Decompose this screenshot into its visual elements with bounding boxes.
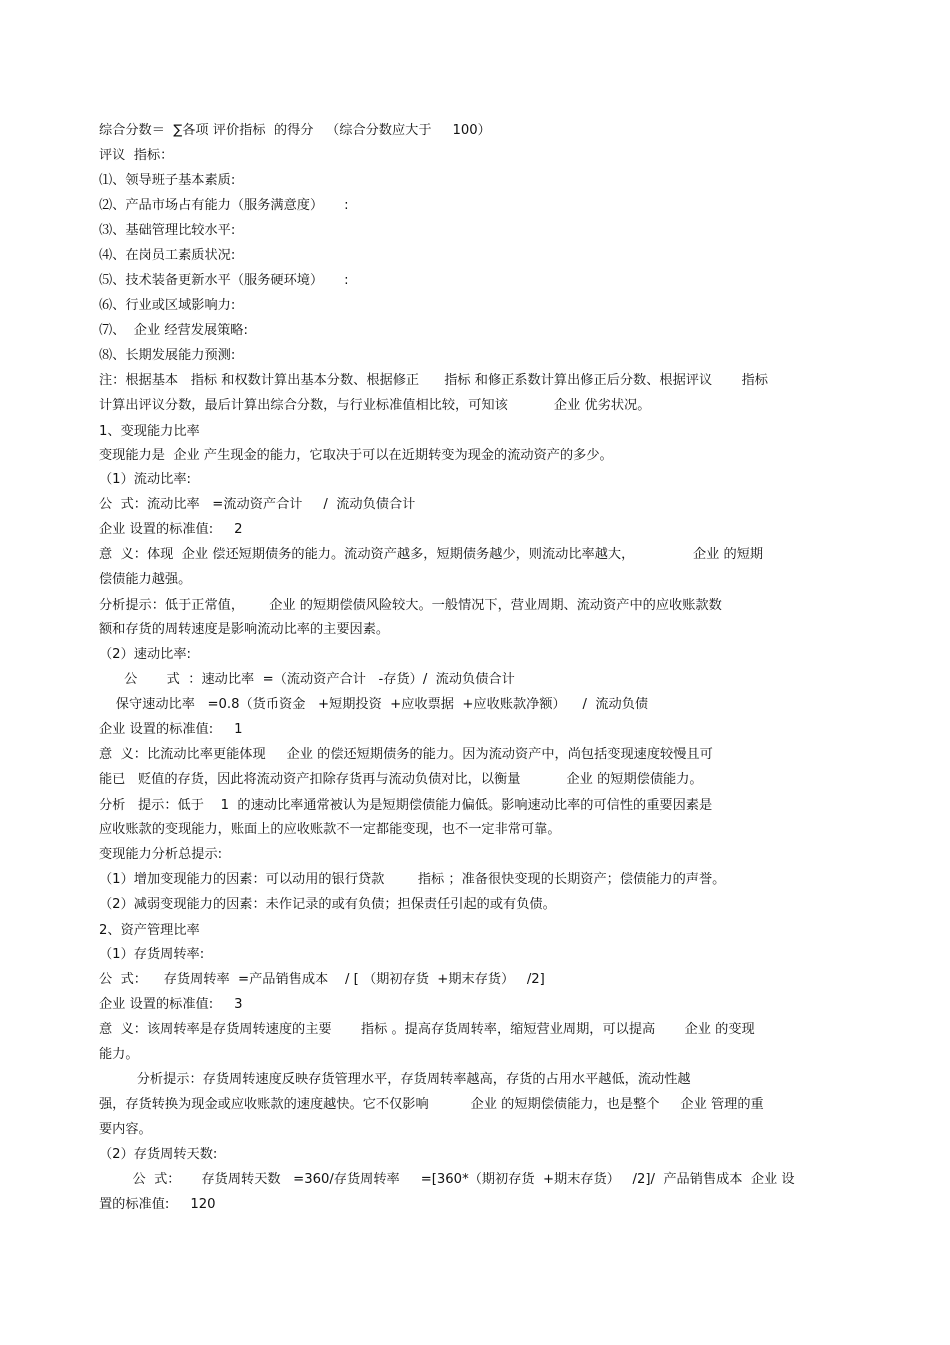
text-line: 变现能力是 企业 产生现金的能力，它取决于可以在近期转变为现金的流动资产的多少。 [99,448,613,463]
text-line: 评议 指标： [99,148,174,163]
text-line: 意 义：体现 企业 偿还短期债务的能力。流动资产越多，短期债务越少，则流动比率越大， 企业 的短期 [99,547,764,562]
text-line: 企业 设置的标准值: 2 [99,522,243,537]
text-line: （1）增加变现能力的因素：可以动用的银行贷款 指标 ；准备很快变现的长期资产；偿债能力的声誉。 [99,872,726,887]
text-line: 意 义：该周转率是存货周转速度的主要 指标 。提高存货周转率，缩短营业周期，可以提高 企业 的变现 [99,1022,755,1037]
text-line: ⑹、行业或区域影响力: [99,298,236,313]
text-line: 意 义：比流动比率更能体现 企业 的偿还短期债务的能力。因为流动资产中，尚包括变现速度较慢且可 [99,747,713,762]
text-line: 应收账款的变现能力，账面上的应收账款不一定都能变现，也不一定非常可靠。 [99,822,561,837]
text-line: （2）速动比率: [99,647,191,662]
text-line: 企业 设置的标准值: 1 [99,722,243,737]
section-heading: 1、变现能力比率 [99,424,200,439]
text-line: 变现能力分析总提示: [99,847,223,862]
formula-line: 保守速动比率 =0.8（货币资金 +短期投资 +应收票据 +应收账款净额） / 流动负债 [99,697,649,712]
text-line: （1）流动比率: [99,472,191,487]
text-line: ⑸、技术装备更新水平（服务硬环境） : [99,273,349,288]
text-line: 能力。 [99,1047,139,1062]
text-line: （1）存货周转率: [99,947,205,962]
text-line: ⑺、 企业 经营发展策略: [99,323,248,338]
text-line: ⑶、基础管理比较水平: [99,223,236,238]
text-line: ⑷、在岗员工素质状况: [99,248,236,263]
text-line: ⑻、长期发展能力预测: [99,348,236,363]
text-line: 强，存货转换为现金或应收账款的速度越快。它不仅影响 企业 的短期偿债能力，也是整个 企业 管理的重 [99,1097,764,1112]
text-line: 分析提示：存货周转速度反映存货管理水平，存货周转率越高，存货的占用水平越低，流动性越 [99,1072,691,1087]
text-line: ⑴、领导班子基本素质: [99,173,236,188]
text-line: 偿债能力越强。 [99,572,192,587]
section-heading: 2、资产管理比率 [99,923,200,938]
text-line: 分析提示：低于正常值， 企业 的短期偿债风险较大。一般情况下，营业周期、流动资产中的应收账款数 [99,598,722,613]
text-line: 企业 设置的标准值: 3 [99,997,243,1012]
formula-line: 公 式 ：速动比率 =（流动资产合计 -存货）/ 流动负债合计 [99,672,515,687]
formula-line: 公 式：流动比率 =流动资产合计 / 流动负债合计 [99,497,416,512]
text-line: 注：根据基本 指标 和权数计算出基本分数、根据修正 指标 和修正系数计算出修正后分数、根据评议 指标 [99,373,768,388]
text-line: 要内容。 [99,1122,152,1137]
text-line: （2）减弱变现能力的因素：未作记录的或有负债；担保责任引起的或有负债。 [99,897,556,912]
text-line: 额和存货的周转速度是影响流动比率的主要因素。 [99,622,390,637]
text-line: 分析 提示：低于 1 的速动比率通常被认为是短期偿债能力偏低。影响速动比率的可信性的重要因素是 [99,798,713,813]
text-line: 能已 贬值的存货，因此将流动资产扣除存货再与流动负债对比，以衡量 企业 的短期偿债能力。 [99,772,703,787]
text-line: 计算出评议分数，最后计算出综合分数，与行业标准值相比较，可知该 企业 优劣状况。 [99,398,651,413]
formula-line: 公 式： 存货周转天数 =360/存货周转率 =[360*（期初存货 +期末存货） /2]/ 产品销售成本 企业 设 [99,1172,795,1187]
formula-line: 公 式： 存货周转率 =产品销售成本 / [ （期初存货 +期末存货） /2] [99,972,545,987]
text-line: ⑵、产品市场占有能力（服务满意度） : [99,198,349,213]
text-line: 置的标准值: 120 [99,1197,216,1212]
text-line: 综合分数＝ ∑各项 评价指标 的得分 （综合分数应大于 100） [99,123,491,138]
text-line: （2）存货周转天数: [99,1147,218,1162]
